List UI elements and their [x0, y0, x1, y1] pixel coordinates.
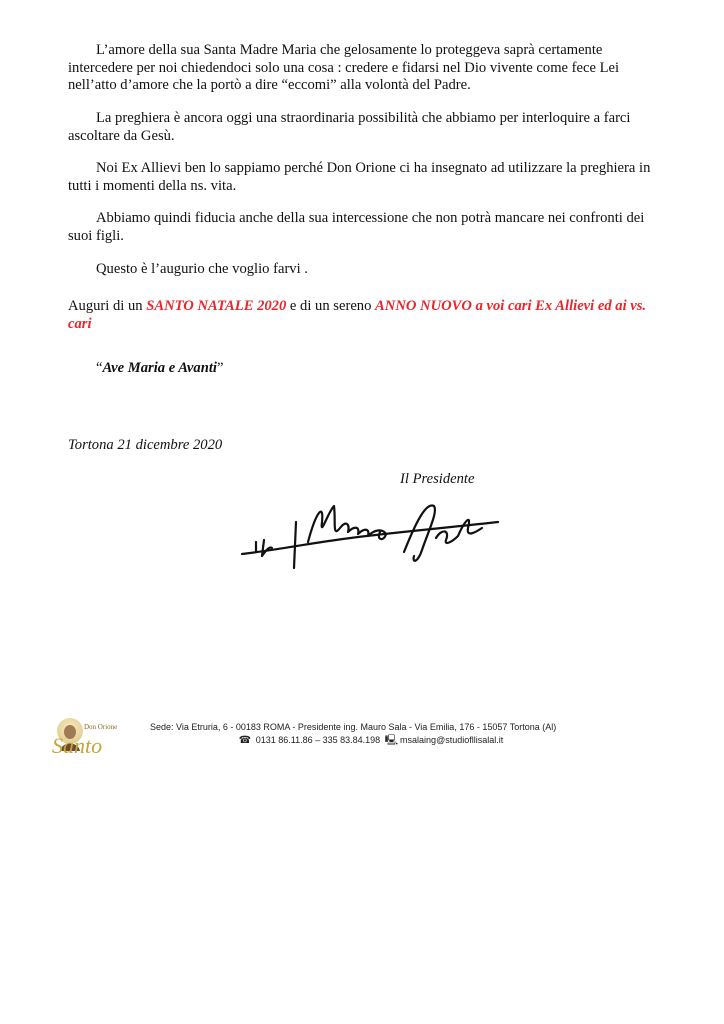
don-orione-santo-logo [48, 711, 144, 761]
paragraph-1: L’amore della sua Santa Madre Maria che gelosamente lo proteggeva saprà certamente intercedere per noi chiedendoci solo una cosa : credere e fidarsi nel Dio vivente come fece Lei nell’atto d’amore che la portò a dire “eccomi” alla volontà del Padre. [68, 42, 620, 94]
greeting-prefix: Auguri di un [68, 298, 147, 314]
letterhead-footer [150, 721, 650, 747]
footer-contacts [150, 734, 590, 747]
paragraph-3: Noi Ex Allievi ben lo sappiamo perché Don Orione ci ha insegnato ad utilizzare la preghiera in tutti i momenti della ns. vita. [68, 160, 651, 194]
motto [96, 360, 223, 377]
logo-subtitle: Don Orione [84, 723, 118, 731]
greeting-highlight-new-year: ANNO NUOVO a voi cari Ex Allievi ed ai vs. cari [68, 298, 647, 332]
computer-icon: 🖳 [384, 735, 399, 746]
christmas-greeting [68, 298, 668, 333]
paragraph-2: La preghiera è ancora oggi una straordinaria possibilità che abbiamo per interloquire a farci ascoltare da Gesù. [68, 110, 631, 144]
phone-icon: ☎ [238, 735, 252, 746]
motto-close-quote: ” [216, 360, 224, 376]
motto-text: Ave Maria e Avanti [102, 360, 217, 376]
footer-email: msalaing@studiofllisalal.it [400, 735, 504, 745]
letter-date: Tortona 21 dicembre 2020 [68, 437, 223, 453]
handwritten-signature [236, 492, 506, 572]
paragraph-5: Questo è l’augurio che voglio farvi . [96, 261, 308, 277]
logo-word: Santo [52, 733, 103, 758]
footer-address: Sede: Via Etruria, 6 - 00183 ROMA - Presidente ing. Mauro Sala - Via Emilia, 176 - 15057 Tortona (Al) [150, 722, 557, 732]
greeting-highlight-christmas: SANTO NATALE 2020 [146, 298, 287, 314]
signatory-title: Il Presidente [400, 471, 475, 487]
greeting-middle: e di un sereno [286, 298, 376, 314]
footer-phones: 0131 86.11.86 – 335 83.84.198 [255, 735, 381, 745]
motto-open-quote: “ [96, 360, 103, 376]
paragraph-4: Abbiamo quindi fiducia anche della sua intercessione che non potrà mancare nei confronti dei suoi figli. [68, 210, 645, 244]
